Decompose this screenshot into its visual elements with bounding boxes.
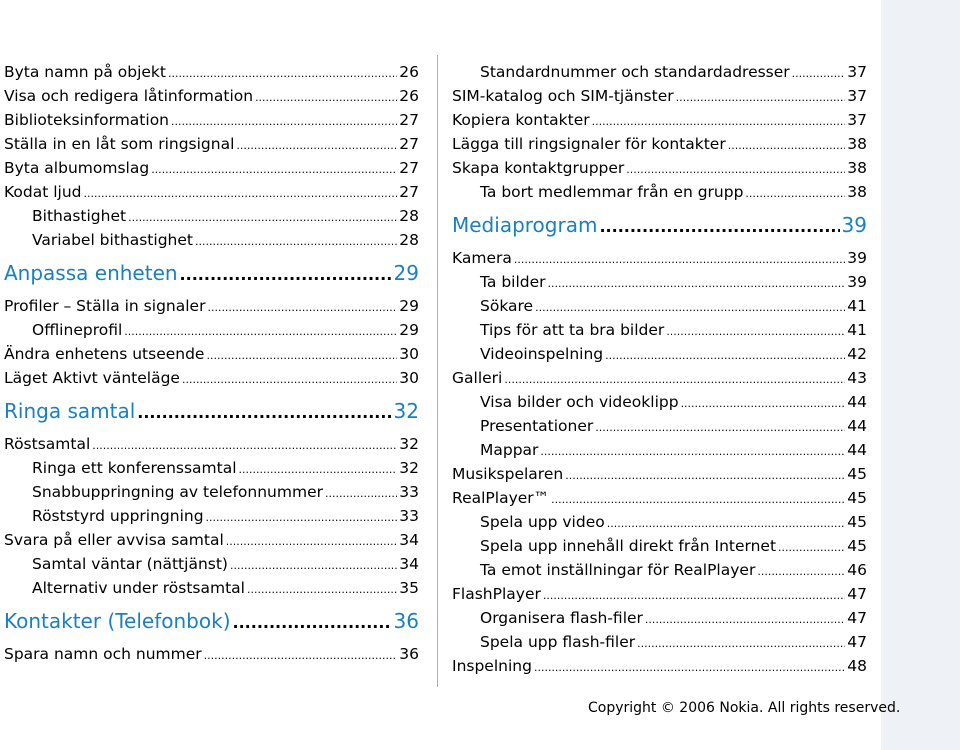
dot-leader	[325, 480, 397, 504]
toc-entry-page-number: 39	[841, 213, 867, 237]
dot-leader	[681, 390, 846, 414]
dot-leader	[171, 108, 397, 132]
toc-entry[interactable]	[452, 246, 867, 270]
toc-entry-title: Röstsamtal	[4, 435, 91, 453]
toc-entry-title: Biblioteksinformation	[4, 111, 169, 129]
toc-entry-title: Ta bort medlemmar från en grupp	[480, 183, 744, 201]
toc-entry-page-number: 38	[847, 183, 867, 201]
toc-entry[interactable]	[452, 438, 867, 462]
toc-entry-page-number: 28	[399, 231, 419, 249]
toc-entry-title: Röststyrd uppringning	[32, 507, 204, 525]
dot-leader	[745, 180, 845, 204]
toc-entry-title: Musikspelaren	[452, 465, 564, 483]
toc-entry-page-number: 27	[399, 135, 419, 153]
dot-leader	[236, 132, 397, 156]
dot-leader	[180, 256, 392, 290]
dot-leader	[645, 606, 845, 630]
toc-entry-title: Visa och redigera låtinformation	[4, 87, 254, 105]
dot-leader	[137, 394, 391, 428]
toc-entry-title: Kodat ljud	[4, 183, 82, 201]
toc-entry-title: Kopiera kontakter	[452, 111, 590, 129]
toc-entry-title: Byta namn på objekt	[4, 63, 166, 81]
toc-entry[interactable]	[452, 462, 867, 486]
toc-entry-page-number: 41	[847, 321, 867, 339]
dot-leader	[206, 342, 397, 366]
dot-leader	[168, 60, 397, 84]
dot-leader	[778, 534, 845, 558]
toc-entry[interactable]	[4, 504, 419, 528]
toc-entry[interactable]	[4, 366, 419, 390]
toc-entry[interactable]	[452, 534, 867, 558]
toc-entry-title: Läget Aktivt vänteläge	[4, 369, 180, 387]
toc-section-heading[interactable]	[4, 256, 419, 290]
toc-section-heading[interactable]	[452, 208, 867, 242]
toc-entry-page-number: 36	[399, 645, 419, 663]
toc-entry-title: Bithastighet	[32, 207, 127, 225]
toc-entry-title: Videoinspelning	[480, 345, 604, 363]
toc-entry[interactable]	[4, 132, 419, 156]
toc-entry-page-number: 32	[393, 399, 419, 423]
toc-entry[interactable]	[4, 432, 419, 456]
dot-leader	[206, 504, 398, 528]
dot-leader	[233, 604, 392, 638]
toc-entry-title: Presentationer	[480, 417, 594, 435]
dot-leader	[226, 528, 398, 552]
toc-entry[interactable]	[4, 228, 419, 252]
toc-entry[interactable]	[452, 318, 867, 342]
dot-leader	[204, 642, 398, 666]
toc-entry[interactable]	[4, 108, 419, 132]
dot-leader	[84, 180, 398, 204]
dot-leader	[676, 84, 846, 108]
toc-entry-page-number: 45	[847, 537, 867, 555]
toc-entry-title: SIM-katalog och SIM-tjänster	[452, 87, 674, 105]
dot-leader	[599, 208, 839, 242]
toc-entry[interactable]	[4, 456, 419, 480]
toc-entry-page-number: 27	[399, 183, 419, 201]
toc-entry[interactable]	[452, 84, 867, 108]
toc-entry-page-number: 38	[847, 135, 867, 153]
toc-entry-title: Organisera flash-filer	[480, 609, 643, 627]
toc-entry-page-number: 26	[399, 63, 419, 81]
toc-entry-page-number: 44	[847, 393, 867, 411]
toc-entry-title: Skapa kontaktgrupper	[452, 159, 625, 177]
dot-leader	[626, 156, 845, 180]
toc-entry[interactable]	[452, 606, 867, 630]
toc-entry[interactable]	[452, 294, 867, 318]
dot-leader	[666, 318, 845, 342]
toc-entry-page-number: 29	[393, 261, 419, 285]
toc-entry-title: Ändra enhetens utseende	[4, 345, 205, 363]
toc-entry-page-number: 46	[847, 561, 867, 579]
toc-entry-title: Variabel bithastighet	[32, 231, 193, 249]
toc-entry-title: Ställa in en låt som ringsignal	[4, 135, 235, 153]
toc-entry-title: Spela upp flash-filer	[480, 633, 636, 651]
toc-entry-title: Mappar	[480, 441, 539, 459]
toc-entry[interactable]	[4, 528, 419, 552]
toc-entry[interactable]	[452, 156, 867, 180]
toc-section-heading[interactable]	[4, 604, 419, 638]
toc-entry-title: Mediaprogram	[452, 213, 598, 237]
toc-entry-title: Visa bilder och videoklipp	[480, 393, 679, 411]
dot-leader	[514, 246, 845, 270]
toc-entry-title: Spela upp video	[480, 513, 605, 531]
toc-entry-title: Galleri	[452, 369, 503, 387]
toc-entry-page-number: 30	[399, 345, 419, 363]
toc-entry-page-number: 45	[847, 513, 867, 531]
toc-entry-page-number: 45	[847, 489, 867, 507]
toc-entry[interactable]	[452, 558, 867, 582]
toc-entry-page-number: 27	[399, 159, 419, 177]
toc-entry-page-number: 39	[847, 273, 867, 291]
toc-entry-title: RealPlayer™	[452, 489, 550, 507]
dot-leader	[607, 510, 846, 534]
toc-entry[interactable]	[4, 642, 419, 666]
toc-entry-page-number: 37	[847, 63, 867, 81]
toc-entry-page-number: 45	[847, 465, 867, 483]
toc-entry[interactable]	[452, 108, 867, 132]
toc-entry-title: FlashPlayer	[452, 585, 541, 603]
toc-entry[interactable]	[4, 480, 419, 504]
toc-entry-page-number: 37	[847, 87, 867, 105]
toc-entry[interactable]	[452, 414, 867, 438]
toc-entry-page-number: 27	[399, 111, 419, 129]
toc-entry-page-number: 48	[847, 657, 867, 675]
toc-entry-title: Spara namn och nummer	[4, 645, 202, 663]
toc-entry-title: Kontakter (Telefonbok)	[4, 609, 231, 633]
toc-entry[interactable]	[4, 294, 419, 318]
toc-entry-page-number: 34	[399, 555, 419, 573]
toc-entry-title: Standardnummer och standardadresser	[480, 63, 790, 81]
toc-entry[interactable]	[4, 318, 419, 342]
toc-entry-page-number: 42	[847, 345, 867, 363]
toc-entry-title: Inspelning	[452, 657, 532, 675]
toc-entry[interactable]	[452, 60, 867, 84]
dot-leader	[728, 132, 846, 156]
toc-entry-title: Anpassa enheten	[4, 261, 178, 285]
toc-entry-title: Ta bilder	[480, 273, 546, 291]
toc-entry[interactable]	[452, 390, 867, 414]
dot-leader	[255, 84, 397, 108]
toc-entry-title: Profiler – Ställa in signaler	[4, 297, 206, 315]
toc-entry-page-number: 29	[399, 321, 419, 339]
toc-entry-page-number: 36	[393, 609, 419, 633]
toc-entry-page-number: 33	[399, 507, 419, 525]
toc-entry-page-number: 32	[399, 435, 419, 453]
toc-section-heading[interactable]	[4, 394, 419, 428]
toc-entry[interactable]	[4, 204, 419, 228]
toc-entry-title: Ringa ett konferenssamtal	[32, 459, 237, 477]
toc-entry-page-number: 29	[399, 297, 419, 315]
dot-leader	[592, 108, 846, 132]
dot-leader	[151, 156, 397, 180]
toc-entry[interactable]	[452, 270, 867, 294]
toc-entry-page-number: 32	[399, 459, 419, 477]
toc-entry-page-number: 35	[399, 579, 419, 597]
toc-entry-page-number: 38	[847, 159, 867, 177]
toc-entry[interactable]	[452, 510, 867, 534]
toc-entry-page-number: 39	[847, 249, 867, 267]
toc-entry-page-number: 37	[847, 111, 867, 129]
toc-left-column	[4, 60, 419, 666]
toc-entry-page-number: 47	[847, 609, 867, 627]
toc-entry[interactable]	[4, 342, 419, 366]
toc-entry[interactable]	[452, 654, 867, 678]
toc-entry[interactable]	[4, 60, 419, 84]
dot-leader	[247, 576, 397, 600]
toc-entry-title: Ta emot inställningar för RealPlayer	[480, 561, 756, 579]
toc-entry-page-number: 47	[847, 585, 867, 603]
dot-leader	[792, 60, 846, 84]
toc-entry-title: Sökare	[480, 297, 534, 315]
toc-entry[interactable]	[452, 180, 867, 204]
dot-leader	[534, 654, 845, 678]
dot-leader	[128, 204, 397, 228]
dot-leader	[757, 558, 845, 582]
toc-entry-page-number: 43	[847, 369, 867, 387]
dot-leader	[124, 318, 397, 342]
dot-leader	[543, 582, 845, 606]
dot-leader	[595, 414, 845, 438]
toc-right-column	[452, 60, 867, 678]
dot-leader	[605, 342, 845, 366]
toc-entry-title: Offlineprofil	[32, 321, 123, 339]
toc-entry-title: Tips för att ta bra bilder	[480, 321, 665, 339]
dot-leader	[182, 366, 397, 390]
toc-entry[interactable]	[452, 342, 867, 366]
toc-entry-title: Spela upp innehåll direkt från Internet	[480, 537, 777, 555]
toc-entry-page-number: 41	[847, 297, 867, 315]
toc-entry-title: Byta albumomslag	[4, 159, 150, 177]
dot-leader	[548, 270, 846, 294]
dot-leader	[551, 486, 845, 510]
page-edge-band	[881, 0, 960, 750]
toc-entry[interactable]	[4, 180, 419, 204]
copyright-notice: Copyright © 2006 Nokia. All rights reserved.	[588, 700, 901, 716]
toc-entry-page-number: 30	[399, 369, 419, 387]
toc-entry[interactable]	[4, 156, 419, 180]
toc-entry-title: Kamera	[452, 249, 512, 267]
toc-entry[interactable]	[452, 366, 867, 390]
toc-entry-page-number: 44	[847, 441, 867, 459]
toc-entry-title: Snabbuppringning av telefonnummer	[32, 483, 323, 501]
dot-leader	[207, 294, 397, 318]
dot-leader	[92, 432, 397, 456]
toc-entry-page-number: 44	[847, 417, 867, 435]
toc-entry-page-number: 34	[399, 531, 419, 549]
toc-entry[interactable]	[452, 486, 867, 510]
dot-leader	[540, 438, 845, 462]
toc-entry-page-number: 28	[399, 207, 419, 225]
toc-entry[interactable]	[4, 552, 419, 576]
toc-entry-title: Ringa samtal	[4, 399, 136, 423]
toc-entry[interactable]	[452, 630, 867, 654]
toc-entry-title: Svara på eller avvisa samtal	[4, 531, 224, 549]
toc-entry-title: Alternativ under röstsamtal	[32, 579, 245, 597]
toc-entry-title: Lägga till ringsignaler för kontakter	[452, 135, 726, 153]
dot-leader	[195, 228, 397, 252]
toc-entry-title: Samtal väntar (nättjänst)	[32, 555, 228, 573]
toc-entry-page-number: 47	[847, 633, 867, 651]
column-divider	[437, 55, 438, 687]
toc-entry[interactable]	[452, 582, 867, 606]
toc-entry[interactable]	[452, 132, 867, 156]
toc-entry[interactable]	[4, 576, 419, 600]
dot-leader	[230, 552, 397, 576]
dot-leader	[535, 294, 845, 318]
toc-entry-page-number: 26	[399, 87, 419, 105]
dot-leader	[637, 630, 845, 654]
toc-entry-page-number: 33	[399, 483, 419, 501]
dot-leader	[504, 366, 845, 390]
toc-entry[interactable]	[4, 84, 419, 108]
dot-leader	[565, 462, 845, 486]
dot-leader	[239, 456, 398, 480]
